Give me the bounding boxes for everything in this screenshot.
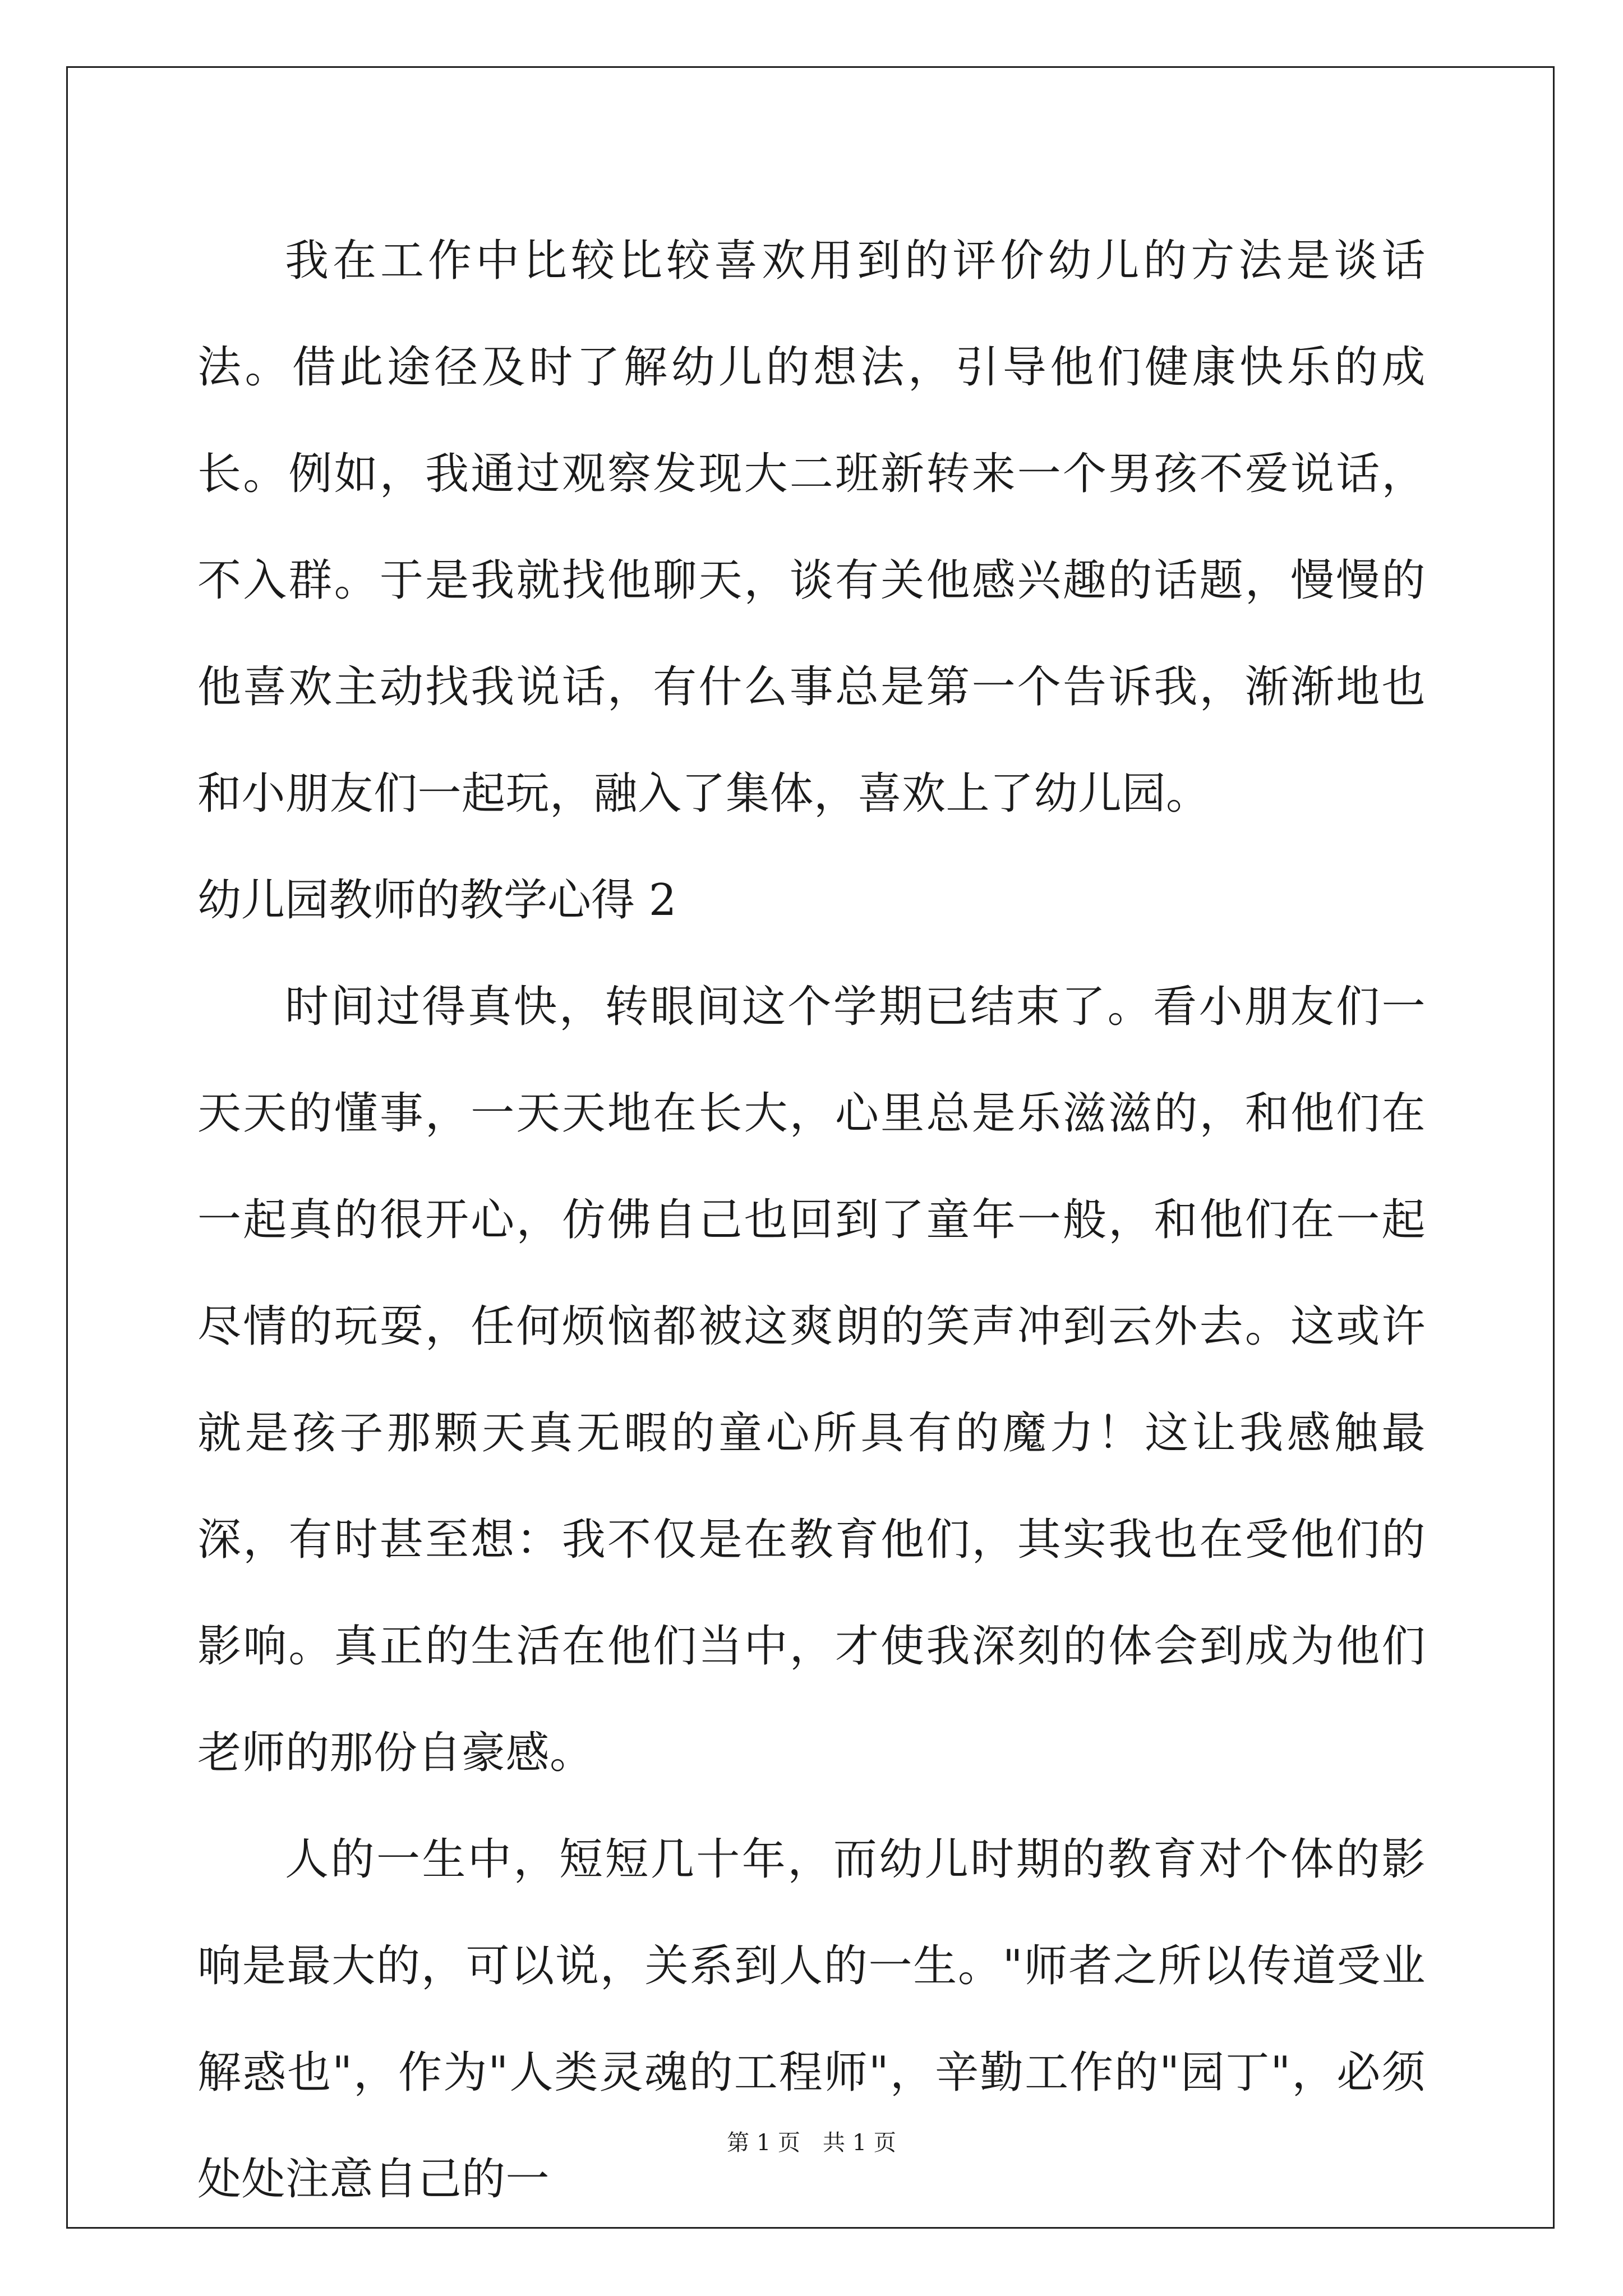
- paragraph: 时间过得真快，转眼间这个学期已结束了。看小朋友们一天天的懂事，一天天地在长大，心里总是乐滋滋的，和他们在一起真的很开心，仿佛自己也回到了童年一般，和他们在一起尽情的玩耍，任何烦恼都被这爽朗的笑声冲到云外去。这或许就是孩子那颗天真无暇的童心所具有的魔力！这让我感触最深，有时甚至想：我不仅是在教育他们，其实我也在受他们的影响。真正的生活在他们当中，才使我深刻的体会到成为他们老师的那份自豪感。: [197, 982, 1426, 1778]
- page-total: 共 1 页: [823, 2130, 896, 2156]
- page-number: 第 1 页: [727, 2130, 800, 2156]
- section-heading: 幼儿园教师的教学心得 2: [197, 875, 677, 926]
- paragraph: 我在工作中比较比较喜欢用到的评价幼儿的方法是谈话法。借此途径及时了解幼儿的想法，引导他们健康快乐的成长。例如，我通过观察发现大二班新转来一个男孩不爱说话，不入群。于是我就找他聊天，谈有关他感兴趣的话题，慢慢的他喜欢主动找我说话，有什么事总是第一个告诉我，渐渐地也和小朋友们一起玩，融入了集体，喜欢上了幼儿园。: [197, 236, 1426, 819]
- document-body: [197, 208, 1426, 2233]
- paragraph: 人的一生中，短短几十年，而幼儿时期的教育对个体的影响是最大的，可以说，关系到人的一生。"师者之所以传道受业解惑也"，作为"人类灵魂的工程师"，辛勤工作的"园丁"，必须处处注意自己的一: [197, 1834, 1426, 2205]
- page-footer: [0, 2126, 1623, 2160]
